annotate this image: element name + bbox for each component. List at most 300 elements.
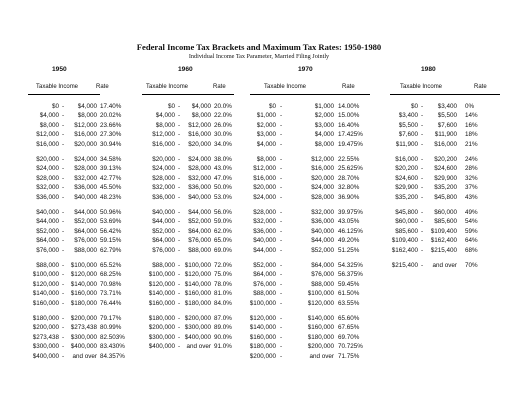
bracket-rate: 30.94% [100, 140, 122, 148]
bracket-dash: - [178, 290, 181, 298]
bracket-rate: 62.0% [214, 227, 232, 235]
taxable-income-header: Taxable Income [146, 84, 189, 90]
bracket-from: $64,000 [253, 271, 276, 279]
bracket-dash: - [421, 218, 424, 226]
bracket-to: $200,000 [307, 343, 334, 351]
bracket-rate: 45.50% [100, 184, 122, 192]
bracket-from: $28,000 [253, 209, 276, 216]
bracket-rate: 65.52% [100, 262, 122, 269]
bracket-rate: 56.0% [214, 209, 232, 216]
column-header-row [390, 84, 500, 95]
bracket-to: $36,000 [188, 184, 211, 192]
bracket-dash: - [178, 299, 181, 307]
bracket-row [390, 156, 500, 164]
bracket-to: $20,000 [311, 174, 334, 182]
bracket-dash: - [178, 174, 181, 182]
bracket-row [250, 247, 370, 255]
bracket-rate: 49% [465, 209, 478, 216]
bracket-row [28, 343, 125, 351]
bracket-rate: 16% [465, 121, 478, 129]
bracket-row [28, 237, 122, 245]
bracket-dash: - [62, 103, 65, 110]
bracket-from: $64,000 [152, 237, 175, 245]
bracket-to: $64,000 [74, 227, 97, 235]
bracket-row [250, 194, 370, 202]
bracket-row [390, 194, 500, 202]
bracket-dash: - [62, 174, 65, 182]
bracket-from: $200,000 [32, 324, 59, 332]
bracket-row [250, 262, 370, 270]
bracket-dash: - [62, 246, 65, 254]
bracket-rate: 87.0% [214, 315, 232, 322]
bracket-from: $100,000 [249, 299, 276, 307]
rate-header: Rate [474, 84, 487, 90]
document-subtitle: Individual Income Tax Parameter, Married Filing Jointly [188, 53, 330, 60]
bracket-to: $4,000 [77, 103, 97, 110]
bracket-rate: 68.25% [100, 271, 122, 279]
bracket-from: $160,000 [32, 299, 59, 307]
bracket-row [28, 184, 122, 192]
bracket-from: $20,000 [253, 184, 276, 192]
bracket-to: $12,000 [188, 121, 211, 129]
bracket-to: $100,000 [307, 290, 334, 298]
bracket-from: $140,000 [249, 324, 276, 332]
bracket-row [142, 209, 234, 217]
bracket-to: $24,000 [74, 156, 97, 163]
bracket-dash: - [178, 333, 181, 341]
bracket-to: $120,000 [184, 271, 211, 279]
bracket-row [390, 131, 500, 139]
bracket-rate: 43.05% [338, 218, 360, 226]
bracket-rate: 64% [465, 237, 478, 245]
bracket-row [28, 324, 122, 332]
bracket-to: and over [186, 343, 211, 351]
bracket-row [142, 218, 234, 226]
bracket-row [142, 315, 234, 323]
bracket-dash: - [280, 343, 283, 351]
bracket-rate: 39.975% [338, 209, 363, 216]
bracket-dash: - [62, 280, 65, 288]
bracket-row [250, 218, 370, 226]
bracket-dash: - [178, 103, 181, 110]
bracket-dash: - [280, 324, 283, 332]
bracket-rate: 69.70% [338, 333, 360, 341]
bracket-row [142, 271, 234, 279]
bracket-rate: 71.75% [338, 352, 360, 360]
bracket-row [250, 156, 370, 164]
bracket-from: $400,000 [148, 343, 175, 351]
bracket-to: $76,000 [311, 271, 334, 279]
bracket-rate: 0% [465, 103, 475, 110]
bracket-dash: - [280, 156, 283, 163]
bracket-dash: - [178, 184, 181, 192]
bracket-to: $300,000 [70, 333, 97, 341]
bracket-from: $24,600 [395, 174, 418, 182]
bracket-to: $160,000 [184, 290, 211, 298]
bracket-rate: 73.71% [100, 290, 122, 298]
bracket-to: $1,000 [314, 103, 334, 110]
bracket-dash: - [280, 140, 283, 148]
bracket-row [390, 165, 500, 173]
bracket-rate: 61.50% [338, 290, 360, 298]
bracket-row [142, 122, 234, 130]
bracket-from: $3,000 [256, 131, 276, 139]
bracket-from: $12,000 [36, 131, 59, 139]
bracket-row [142, 156, 234, 164]
bracket-to: $140,000 [70, 280, 97, 288]
bracket-to: $45,800 [434, 193, 457, 201]
bracket-from: $16,000 [253, 174, 276, 182]
bracket-to: $64,000 [188, 227, 211, 235]
bracket-rate: 20.0% [214, 103, 232, 110]
bracket-rate: 20.02% [100, 112, 122, 120]
bracket-from: $24,000 [253, 193, 276, 201]
bracket-rate: 37% [465, 184, 478, 192]
bracket-from: $215,400 [391, 262, 418, 269]
bracket-row [250, 271, 370, 279]
bracket-to: $7,600 [437, 121, 457, 129]
bracket-dash: - [280, 315, 283, 322]
bracket-dash: - [178, 156, 181, 163]
bracket-from: $76,000 [36, 246, 59, 254]
bracket-dash: - [178, 271, 181, 279]
bracket-to: $28,000 [311, 193, 334, 201]
bracket-rate: 32.80% [338, 184, 360, 192]
bracket-to: $120,000 [307, 299, 334, 307]
bracket-dash: - [421, 140, 424, 148]
bracket-row [390, 141, 500, 149]
bracket-to: $300,000 [184, 324, 211, 332]
bracket-from: $1,000 [256, 112, 276, 120]
bracket-rate: 50.96% [100, 209, 122, 216]
bracket-row [28, 333, 125, 342]
bracket-rate: 21% [465, 140, 478, 148]
bracket-from: $200,000 [148, 324, 175, 332]
bracket-rate: 83.430% [100, 343, 125, 351]
bracket-dash: - [280, 209, 283, 216]
bracket-from: $28,000 [36, 174, 59, 182]
bracket-dash: - [178, 262, 181, 269]
bracket-row [28, 156, 122, 164]
bracket-from: $180,000 [32, 315, 59, 322]
bracket-from: $8,000 [256, 156, 276, 163]
bracket-from: $52,000 [152, 227, 175, 235]
bracket-from: $88,000 [253, 290, 276, 298]
bracket-dash: - [280, 174, 283, 182]
bracket-to: $40,000 [74, 193, 97, 201]
bracket-row [142, 103, 234, 111]
bracket-from: $7,600 [398, 131, 418, 139]
bracket-dash: - [421, 184, 424, 192]
bracket-dash: - [178, 280, 181, 288]
rate-header: Rate [213, 84, 226, 90]
bracket-row [390, 184, 500, 192]
bracket-row [390, 228, 500, 236]
bracket-to: $180,000 [70, 299, 97, 307]
bracket-to: $88,000 [74, 246, 97, 254]
bracket-dash: - [280, 112, 283, 120]
bracket-to: $2,000 [314, 112, 334, 120]
bracket-from: $140,000 [148, 290, 175, 298]
bracket-to: $215,400 [430, 246, 457, 254]
bracket-rate: 59.15% [100, 237, 122, 245]
bracket-rate: 36.90% [338, 193, 360, 201]
bracket-to: $3,400 [437, 103, 457, 110]
bracket-row [142, 290, 234, 298]
bracket-to: $100,000 [70, 262, 97, 269]
bracket-from: $200,000 [249, 352, 276, 360]
bracket-to: $88,000 [188, 246, 211, 254]
bracket-dash: - [178, 121, 181, 129]
bracket-from: $16,000 [395, 156, 418, 163]
bracket-to: $5,500 [437, 112, 457, 120]
bracket-from: $140,000 [32, 290, 59, 298]
bracket-rate: 81.0% [214, 290, 232, 298]
bracket-from: $4,000 [155, 112, 175, 120]
bracket-rate: 19.475% [338, 140, 363, 148]
bracket-row [142, 237, 234, 245]
bracket-dash: - [62, 271, 65, 279]
bracket-row [28, 280, 122, 289]
bracket-rate: 62.79% [100, 246, 122, 254]
bracket-to: $12,000 [311, 156, 334, 163]
bracket-from: $36,000 [152, 193, 175, 201]
bracket-dash: - [280, 184, 283, 192]
bracket-dash: - [62, 290, 65, 298]
bracket-from: $4,000 [256, 140, 276, 148]
bracket-to: $140,000 [307, 315, 334, 322]
bracket-dash: - [62, 209, 65, 216]
bracket-rate: 49.20% [338, 237, 360, 245]
bracket-rate: 53.69% [100, 218, 122, 226]
bracket-from: $12,000 [253, 165, 276, 173]
bracket-from: $400,000 [32, 352, 59, 360]
bracket-dash: - [421, 262, 424, 269]
bracket-dash: - [62, 352, 65, 360]
bracket-row [250, 209, 370, 217]
bracket-rate: 42.77% [100, 174, 122, 182]
bracket-rate: 54.325% [338, 262, 363, 269]
bracket-row [28, 315, 122, 323]
bracket-from: $180,000 [249, 343, 276, 351]
bracket-row [142, 141, 234, 149]
bracket-row [28, 246, 122, 255]
bracket-to: $28,000 [188, 165, 211, 173]
decade-header: 1950 [52, 66, 67, 73]
bracket-to: $44,000 [188, 209, 211, 216]
bracket-from: $16,000 [36, 140, 59, 148]
bracket-rate: 39.13% [100, 165, 122, 173]
bracket-row [250, 131, 370, 139]
bracket-rate: 70.725% [338, 343, 363, 351]
bracket-rate: 24% [465, 156, 478, 163]
bracket-to: $20,200 [434, 156, 457, 163]
bracket-to: $160,000 [307, 324, 334, 332]
bracket-dash: - [178, 112, 181, 120]
bracket-from: $76,000 [253, 280, 276, 288]
bracket-row [390, 209, 500, 217]
bracket-dash: - [62, 165, 65, 173]
bracket-row [250, 353, 370, 361]
bracket-rate: 25.625% [338, 165, 363, 173]
bracket-dash: - [62, 112, 65, 120]
bracket-to: $52,000 [188, 218, 211, 226]
bracket-dash: - [62, 315, 65, 322]
bracket-to: $85,600 [434, 218, 457, 226]
bracket-to: $180,000 [184, 299, 211, 307]
bracket-to: $16,000 [74, 131, 97, 139]
taxable-income-header: Taxable Income [36, 84, 79, 90]
bracket-row [28, 140, 122, 149]
bracket-to: $120,000 [70, 271, 97, 279]
column-header-row [142, 84, 234, 95]
bracket-from: $0 [167, 103, 175, 110]
bracket-row [250, 175, 370, 183]
bracket-dash: - [178, 246, 181, 254]
bracket-to: and over [72, 352, 97, 360]
bracket-from: $76,000 [152, 246, 175, 254]
bracket-row [250, 315, 370, 323]
bracket-from: $60,000 [395, 218, 418, 226]
bracket-dash: - [178, 131, 181, 139]
bracket-from: $88,000 [152, 262, 175, 269]
bracket-from: $52,000 [253, 262, 276, 269]
bracket-row [142, 281, 234, 289]
bracket-dash: - [62, 324, 65, 332]
bracket-from: $35,200 [395, 193, 418, 201]
bracket-from: $45,800 [395, 209, 418, 216]
bracket-rate: 46.125% [338, 227, 363, 235]
bracket-rate: 28.70% [338, 174, 360, 182]
bracket-to: $12,000 [74, 121, 97, 129]
bracket-row [28, 262, 122, 270]
bracket-to: $60,000 [434, 209, 457, 216]
bracket-dash: - [62, 193, 65, 201]
bracket-dash: - [178, 209, 181, 216]
bracket-to: $36,000 [311, 218, 334, 226]
bracket-rate: 28% [465, 165, 478, 173]
bracket-rate: 63.55% [338, 299, 360, 307]
bracket-to: and over [309, 352, 334, 360]
bracket-dash: - [421, 227, 424, 235]
bracket-to: $32,000 [188, 174, 211, 182]
bracket-from: $0 [410, 103, 418, 110]
bracket-rate: 90.0% [214, 333, 232, 341]
bracket-to: $20,000 [74, 140, 97, 148]
bracket-to: $400,000 [184, 333, 211, 341]
bracket-dash: - [280, 218, 283, 226]
taxable-income-header: Taxable Income [400, 84, 443, 90]
bracket-from: $44,000 [36, 218, 59, 226]
bracket-rate: 51.25% [338, 246, 360, 254]
bracket-from: $32,000 [253, 218, 276, 226]
bracket-from: $20,000 [152, 156, 175, 163]
bracket-rate: 30.0% [214, 131, 232, 139]
bracket-row [28, 299, 122, 308]
bracket-from: $0 [51, 103, 59, 110]
bracket-dash: - [62, 140, 65, 148]
bracket-row [250, 122, 370, 130]
bracket-to: $24,000 [188, 156, 211, 163]
bracket-from: $36,000 [253, 227, 276, 235]
bracket-dash: - [280, 280, 283, 288]
bracket-from: $88,000 [36, 262, 59, 269]
bracket-from: $100,000 [32, 271, 59, 279]
bracket-rate: 18% [465, 131, 478, 139]
bracket-dash: - [280, 352, 283, 360]
bracket-row [390, 237, 500, 245]
bracket-dash: - [178, 343, 181, 351]
bracket-rate: 22.55% [338, 156, 360, 163]
bracket-dash: - [421, 193, 424, 201]
bracket-row [28, 103, 122, 111]
bracket-row [390, 112, 500, 120]
column-header-row [28, 84, 109, 95]
bracket-dash: - [280, 103, 283, 110]
bracket-from: $120,000 [249, 315, 276, 322]
bracket-to: $3,000 [314, 121, 334, 129]
bracket-to: and over [432, 262, 457, 269]
bracket-to: $35,200 [434, 184, 457, 192]
bracket-row [28, 121, 122, 130]
bracket-from: $3,400 [398, 112, 418, 120]
bracket-dash: - [421, 165, 424, 173]
bracket-dash: - [280, 290, 283, 298]
bracket-from: $162,400 [391, 246, 418, 254]
bracket-to: $109,400 [430, 227, 457, 235]
bracket-dash: - [421, 209, 424, 216]
bracket-rate: 69.0% [214, 246, 232, 254]
bracket-from: $29,900 [395, 184, 418, 192]
document-title: Federal Income Tax Brackets and Maximum Tax Rates: 1950-1980 [136, 42, 382, 52]
bracket-row [28, 174, 122, 183]
bracket-row [142, 165, 234, 173]
bracket-to: $32,000 [74, 174, 97, 182]
bracket-row [28, 218, 122, 226]
bracket-dash: - [62, 131, 65, 139]
bracket-from: $273,438 [32, 333, 59, 341]
bracket-from: $300,000 [32, 343, 59, 351]
bracket-row [28, 112, 122, 120]
bracket-row [142, 131, 234, 139]
bracket-rate: 43.0% [214, 165, 232, 173]
bracket-rate: 23.66% [100, 121, 122, 129]
bracket-from: $24,000 [36, 165, 59, 173]
bracket-dash: - [280, 227, 283, 235]
bracket-rate: 56.42% [100, 227, 122, 235]
bracket-row [28, 290, 122, 298]
bracket-rate: 54% [465, 218, 478, 226]
bracket-dash: - [178, 193, 181, 201]
bracket-row [142, 228, 234, 236]
bracket-from: $8,000 [39, 121, 59, 129]
bracket-dash: - [62, 343, 65, 351]
column-header-row [250, 84, 370, 95]
bracket-dash: - [421, 121, 424, 129]
bracket-row [390, 103, 500, 111]
bracket-to: $11,900 [434, 131, 457, 139]
bracket-rate: 17.40% [100, 103, 122, 110]
bracket-dash: - [62, 237, 65, 245]
bracket-dash: - [421, 237, 424, 245]
bracket-from: $44,000 [253, 246, 276, 254]
bracket-row [390, 262, 500, 270]
bracket-rate: 80.99% [100, 324, 122, 332]
bracket-to: $200,000 [70, 315, 97, 322]
bracket-row [250, 141, 370, 149]
bracket-to: $29,900 [434, 174, 457, 182]
bracket-from: $120,000 [32, 280, 59, 288]
